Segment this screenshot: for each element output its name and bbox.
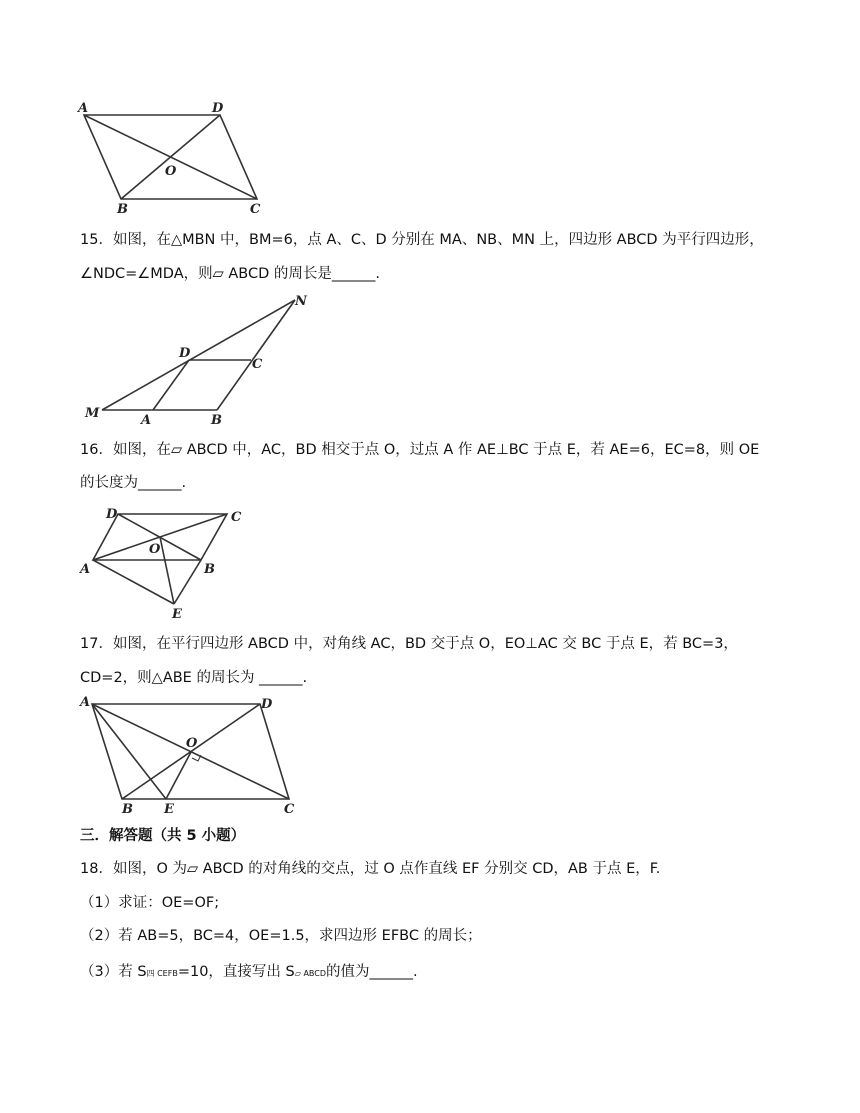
section-3-title: 三．解答题（共 5 小题） bbox=[80, 828, 246, 844]
figure-15 bbox=[75, 290, 325, 430]
segment-be bbox=[174, 560, 201, 604]
segment-oe bbox=[166, 752, 191, 799]
label-n: N bbox=[295, 294, 307, 309]
q15-line-2: ∠NDC=∠MDA，则▱ ABCD 的周长是______. bbox=[80, 266, 381, 282]
q18-part-3 bbox=[80, 962, 418, 984]
label-d: D bbox=[261, 697, 273, 712]
label-o: O bbox=[165, 164, 177, 179]
label-a: A bbox=[78, 101, 89, 116]
q17-line-2: CD=2，则△ABE 的周长为 ______. bbox=[80, 670, 308, 686]
q18-part-3-prefix: （3）若 S bbox=[80, 964, 147, 980]
figure-14 bbox=[70, 95, 280, 220]
label-a: A bbox=[141, 413, 152, 428]
q17-line-1: 17．如图，在平行四边形 ABCD 中，对角线 AC，BD 交于点 O，EO⊥AC 交 BC 于点 E，若 BC=3， bbox=[80, 636, 738, 652]
side-bn bbox=[217, 300, 295, 410]
label-m: M bbox=[85, 406, 100, 421]
figure-17 bbox=[75, 692, 305, 817]
segment-ae bbox=[92, 704, 166, 799]
label-c: C bbox=[284, 802, 295, 817]
label-b: B bbox=[122, 802, 133, 817]
label-d: D bbox=[179, 346, 191, 361]
label-o: O bbox=[149, 542, 161, 557]
label-c: C bbox=[231, 510, 242, 525]
q18-part-1: （1）求证：OE=OF; bbox=[80, 895, 220, 911]
segment-oe bbox=[160, 537, 174, 604]
label-o: O bbox=[186, 736, 198, 751]
label-a: A bbox=[80, 562, 91, 577]
q18-part-3-middle: =10，直接写出 S bbox=[177, 964, 295, 980]
label-e: E bbox=[172, 607, 182, 622]
diagonal-bd bbox=[122, 704, 260, 799]
segment-ae bbox=[93, 560, 174, 604]
q18-part-2: （2）若 AB=5，BC=4，OE=1.5，求四边形 EFBC 的周长； bbox=[80, 928, 482, 944]
side-mn bbox=[102, 300, 295, 410]
label-b: B bbox=[211, 413, 222, 428]
q18-stem: 18．如图，O 为▱ ABCD 的对角线的交点，过 O 点作直线 EF 分别交 CD，AB 于点 E，F. bbox=[80, 861, 661, 877]
label-b: B bbox=[117, 202, 128, 217]
q16-line-2: 的长度为______. bbox=[80, 475, 187, 491]
diagonal-bd bbox=[121, 115, 220, 199]
label-d: D bbox=[106, 507, 118, 522]
label-c: C bbox=[250, 202, 261, 217]
segment-da bbox=[153, 360, 189, 410]
q18-part-3-subscript-2: ▱ ABCD bbox=[294, 969, 327, 978]
q15-line-1: 15．如图，在△MBN 中，BM=6，点 A、C、D 分别在 MA、NB、MN 上，四边形 ABCD 为平行四边形， bbox=[80, 232, 764, 248]
figure-16 bbox=[75, 500, 265, 625]
label-a: A bbox=[80, 695, 91, 710]
label-b: B bbox=[204, 562, 215, 577]
label-c: C bbox=[252, 357, 263, 372]
q18-part-3-suffix: 的值为______. bbox=[326, 964, 418, 980]
q16-line-1: 16．如图，在▱ ABCD 中，AC，BD 相交于点 O，过点 A 作 AE⊥BC 于点 E，若 AE=6，EC=8，则 OE bbox=[80, 442, 760, 458]
q18-part-3-subscript-1: 四 CEFB bbox=[146, 969, 178, 978]
label-d: D bbox=[212, 101, 224, 116]
label-e: E bbox=[164, 802, 174, 817]
